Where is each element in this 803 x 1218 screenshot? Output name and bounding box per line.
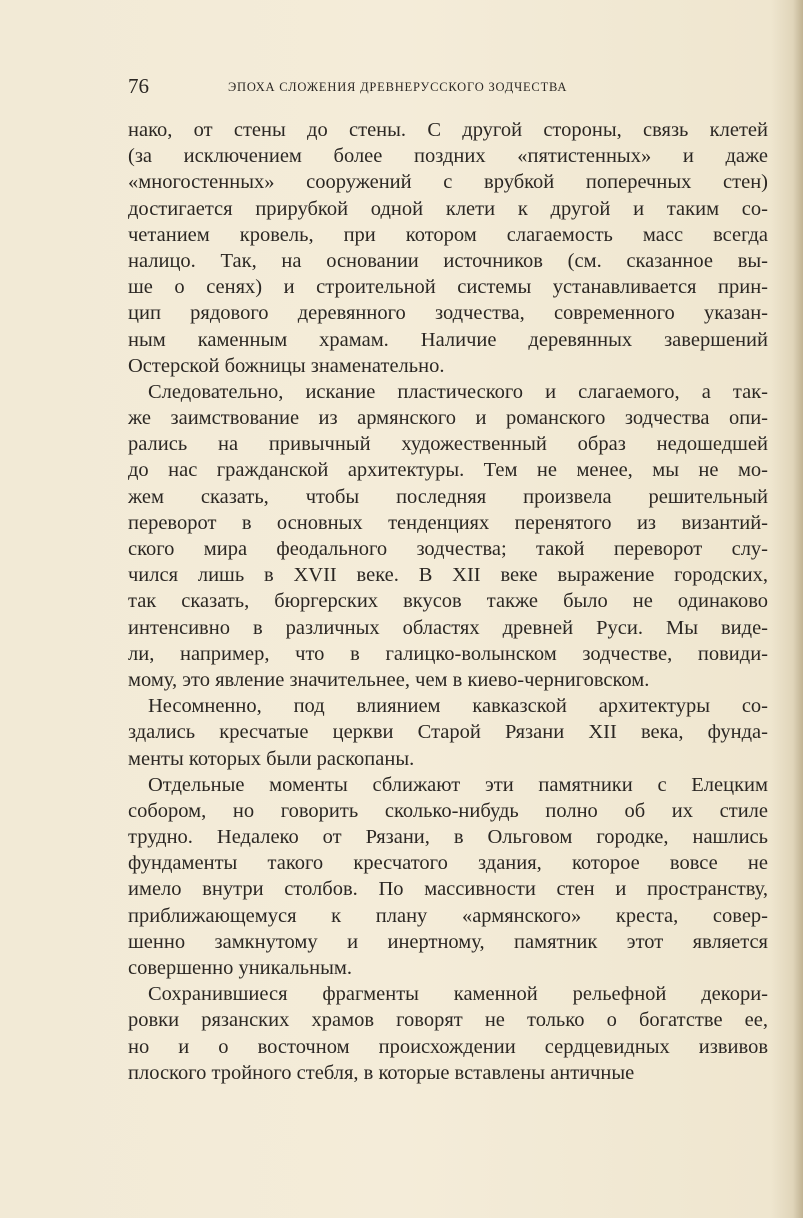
text-line: ше о сенях) и строительной системы устанавливается прин- bbox=[128, 276, 768, 299]
paragraph bbox=[128, 772, 768, 982]
text-line: Остерской божницы знаменательно. bbox=[128, 354, 445, 377]
text-line: налицо. Так, на основании источников (см. сказанное вы- bbox=[128, 249, 768, 272]
text-line: четанием кровель, при котором слагаемость масс всегда bbox=[128, 223, 768, 246]
page-header bbox=[128, 72, 768, 102]
text-line: собором, но говорить сколько-нибудь полно об их стиле bbox=[128, 799, 768, 822]
text-line: ровки рязанских храмов говорят не только о богатстве ее, bbox=[128, 1009, 768, 1032]
text-line: переворот в основных тенденциях перенятого из византий- bbox=[128, 511, 768, 534]
text-line: ского мира феодального зодчества; такой переворот слу- bbox=[128, 538, 768, 560]
text-line: Следовательно, искание пластического и слагаемого, а так- bbox=[148, 380, 768, 403]
text-line: интенсивно в различных областях древней Руси. Мы виде- bbox=[128, 616, 768, 639]
text-line: так сказать, бюргерских вкусов также было не одинаково bbox=[128, 590, 768, 613]
body-text bbox=[128, 117, 768, 1086]
text-line: ным каменным храмам. Наличие деревянных завершений bbox=[128, 328, 768, 351]
text-line: но и о восточном происхождении сердцевидных извивов bbox=[128, 1035, 768, 1058]
text-line: совершенно уникальным. bbox=[128, 957, 352, 979]
paragraph bbox=[128, 379, 768, 693]
text-line: цип рядового деревянного зодчества, современного указан- bbox=[128, 302, 768, 325]
text-line: достигается прирубкой одной клети к другой и таким со- bbox=[128, 197, 768, 220]
text-line: Сохранившиеся фрагменты каменной рельефной декори- bbox=[148, 983, 768, 1006]
text-line: шенно замкнутому и инертному, памятник этот является bbox=[128, 930, 768, 953]
text-line: нако, от стены до стены. С другой стороны, связь клетей bbox=[128, 119, 768, 141]
text-line: (за исключением более поздних «пятистенных» и даже bbox=[128, 145, 768, 168]
paragraph bbox=[128, 693, 768, 772]
text-line: приближающемуся к плану «армянского» креста, совер- bbox=[128, 904, 768, 927]
text-line: же заимствование из армянского и романского зодчества опи- bbox=[128, 407, 768, 430]
text-line: до нас гражданской архитектуры. Тем не менее, мы не мо- bbox=[128, 459, 768, 482]
text-line: трудно. Недалеко от Рязани, в Ольговом городке, нашлись bbox=[128, 826, 768, 849]
text-line: Несомненно, под влиянием кавказской архитектуры со- bbox=[148, 695, 768, 718]
text-line: рались на привычный художественный образ недошедшей bbox=[128, 433, 768, 456]
text-line: фундаменты такого кресчатого здания, которое вовсе не bbox=[128, 852, 768, 875]
text-line: мому, это явление значительнее, чем в киево-черниговском. bbox=[128, 668, 650, 691]
text-line: «многостенных» сооружений с врубкой поперечных стен) bbox=[128, 171, 768, 194]
paragraph bbox=[128, 117, 768, 379]
page-number: 76 bbox=[128, 74, 149, 98]
paragraph bbox=[128, 981, 768, 1086]
text-line: Отдельные моменты сближают эти памятники с Елецким bbox=[148, 773, 768, 796]
running-head: ЭПОХА СЛОЖЕНИЯ ДРЕВНЕРУССКОГО ЗОДЧЕСТВА bbox=[228, 80, 568, 94]
page-edge-shadow bbox=[793, 0, 803, 1218]
text-line: ли, например, что в галицко-волынском зодчестве, повиди- bbox=[128, 642, 768, 665]
text-line: жем сказать, чтобы последняя произвела решительный bbox=[128, 485, 768, 508]
text-line: чился лишь в XVII веке. В XII веке выражение городских, bbox=[128, 564, 768, 587]
text-line: менты которых были раскопаны. bbox=[128, 747, 415, 770]
text-line: имело внутри столбов. По массивности стен и пространству, bbox=[128, 878, 768, 901]
text-line: здались кресчатые церкви Старой Рязани XII века, фунда- bbox=[128, 721, 768, 744]
text-line: плоского тройного стебля, в которые вставлены античные bbox=[128, 1061, 635, 1084]
